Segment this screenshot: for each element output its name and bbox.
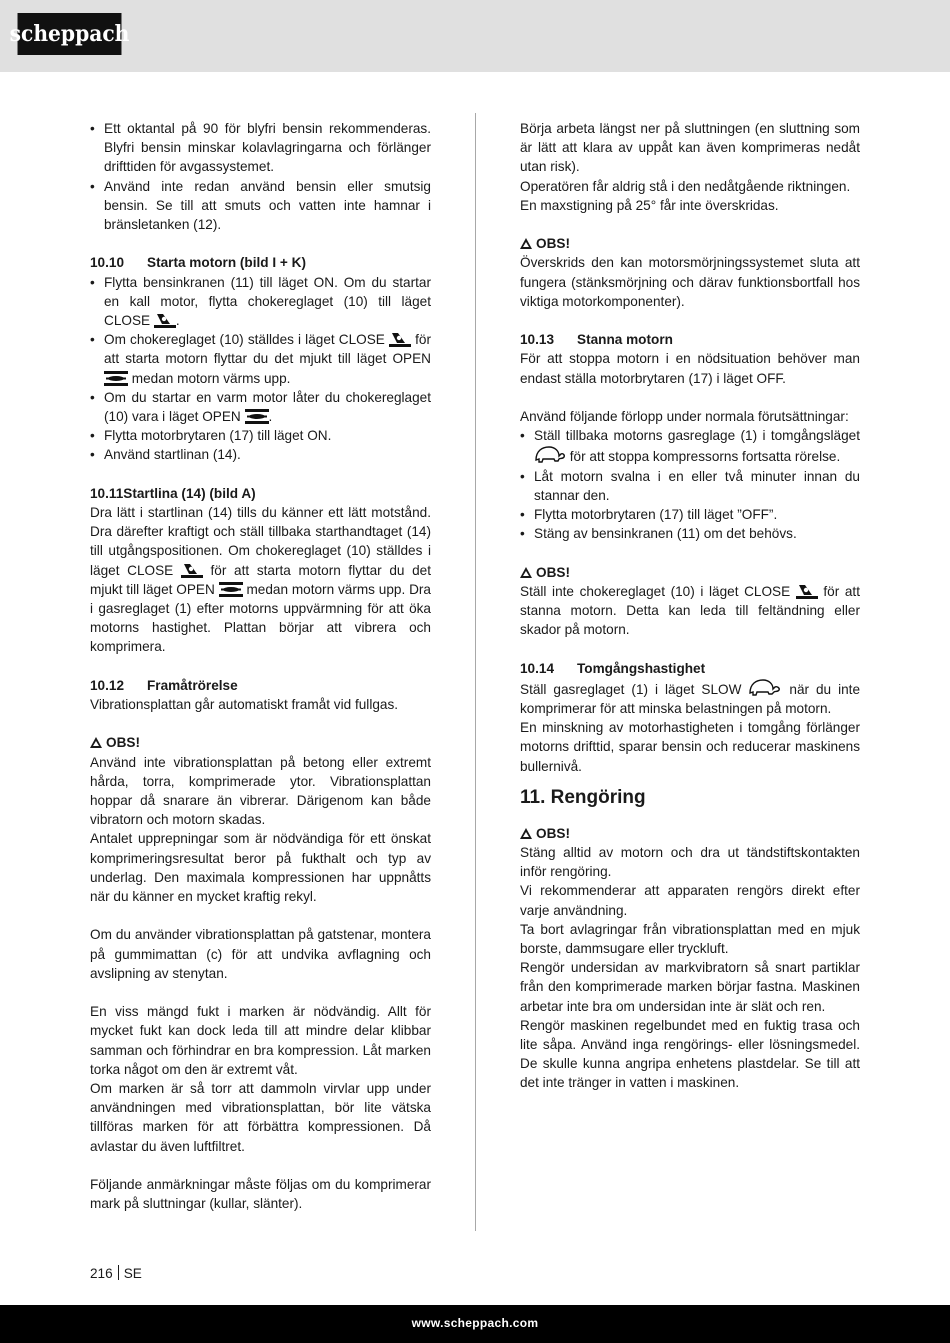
list-item: • Flytta bensinkranen (11) till läget ON. Om du startar en kall motor, flytta chokereglaget (10) till läget CLOSE . bbox=[90, 273, 431, 331]
paragraph: Vi rekommenderar att apparaten rengörs direkt efter varje användning. bbox=[520, 883, 860, 918]
paragraph: Ställ gasreglaget (1) i läget SLOW när du inte komprimerar för att minska belastningen på motorn. bbox=[520, 678, 860, 718]
paragraph: Använd inte vibrationsplattan på betong eller extremt hårda, torra, komprimerade ytor. Vibrationsplattan hoppar då snarare än vibrerar. Därigenom kan både vibratorn och motorn skadas. bbox=[90, 754, 431, 828]
paragraph: Rengör maskinen regelbundet med en fuktig trasa och lite såpa. Använd inga rengörings- eller lösningsmedel. De skulle kunna angripa enhetens plastdelar. Se till att det inte tränger in vatten i maskinen. bbox=[520, 1017, 860, 1091]
page-number: 216 SE bbox=[90, 1266, 142, 1281]
paragraph: Ställ inte chokereglaget (10) i läget CLOSE för att stanna motorn. Detta kan leda till feltändning eller skador på motorn. bbox=[520, 583, 860, 638]
choke-close-icon bbox=[181, 563, 203, 578]
choke-close-icon bbox=[154, 313, 176, 328]
list-item: • Om du startar en varm motor låter du chokereglaget (10) vara i läget OPEN . bbox=[90, 388, 431, 426]
section-heading-11: 11. Rengöring bbox=[520, 786, 646, 808]
section-heading-10-13: 10.13 Stanna motorn bbox=[520, 332, 673, 348]
turtle-slow-icon bbox=[748, 678, 782, 697]
paragraph: Dra lätt i startlinan (14) tills du känner ett lätt motstånd. Dra därefter kraftigt och ställ tillbaka starthandtaget (14) till utgångspositionen. Om chokereglaget (10) ställdes i läget CLOSE för att starta motorn flyttar du det mjukt till läget OPEN medan motorn värms upp. Dra i gasreglaget (1) efter motorns uppvärmning för att öka motorns hastighet. Plattan börjar att vibrera och komprimera. bbox=[90, 505, 431, 655]
paragraph: Följande anmärkningar måste följas om du komprimerar mark på sluttningar (kullar, slänter). bbox=[90, 1177, 431, 1212]
brand-logo: scheppach bbox=[18, 13, 122, 55]
paragraph: Använd följande förlopp under normala förutsättningar: bbox=[520, 409, 849, 424]
warning-heading: OBS! bbox=[520, 824, 860, 843]
turtle-slow-icon bbox=[534, 445, 566, 464]
list-item: • Ett oktantal på 90 för blyfri bensin rekommenderas. Blyfri bensin minskar kolavlagringarna och förlänger drifttiden för avgassystemet. bbox=[90, 119, 431, 177]
column-divider bbox=[475, 113, 476, 1231]
page-footer bbox=[0, 1305, 950, 1343]
warning-heading: OBS! bbox=[520, 234, 860, 253]
list-item: • Ställ tillbaka motorns gasreglage (1) i tomgångsläget för att stoppa kompressorns fortsatta rörelse. bbox=[520, 426, 860, 466]
paragraph: För att stoppa motorn i en nödsituation behöver man endast ställa motorbrytaren (17) i läget OFF. bbox=[520, 351, 860, 386]
paragraph: Om marken är så torr att dammoln virvlar upp under användningen med vibrationsplattan, bör lite vätska tillföras marken för att förbättra kompressionen. Då avlastar du även luftfiltret. bbox=[90, 1081, 431, 1154]
choke-close-icon bbox=[389, 332, 411, 347]
list-item: • Om chokereglaget (10) ställdes i läget CLOSE för att starta motorn flyttar du det mjukt till läget OPEN medan motorn värms upp. bbox=[90, 330, 431, 388]
list-item: • Använd startlinan (14). bbox=[90, 445, 431, 464]
warning-icon bbox=[520, 567, 532, 578]
paragraph: En maxstigning på 25° får inte överskridas. bbox=[520, 197, 779, 213]
paragraph: Operatören får aldrig stå i den nedåtgående riktningen. bbox=[520, 178, 851, 194]
paragraph: Stäng alltid av motorn och dra ut tändstiftskontakten inför rengöring. bbox=[520, 845, 860, 880]
choke-close-icon bbox=[796, 584, 818, 599]
choke-open-icon bbox=[219, 582, 243, 597]
paragraph: Om du använder vibrationsplattan på gatstenar, montera på gummimattan (c) för att undvika avflagning och avslipning av stenytan. bbox=[90, 927, 431, 981]
paragraph: Rengör undersidan av markvibratorn så snart partiklar från den komprimerade marken börjar fastna. Maskinen arbetar inte bra om undersidan inte är slät och ren. bbox=[520, 960, 860, 1014]
section-heading-10-14: 10.14 Tomgångshastighet bbox=[520, 660, 706, 676]
choke-open-icon bbox=[104, 371, 128, 386]
list-item: • Flytta motorbrytaren (17) till läget ON. bbox=[90, 426, 431, 445]
section-heading-10-10: 10.10 Starta motorn (bild I + K) bbox=[90, 255, 306, 271]
paragraph: Överskrids den kan motorsmörjningssystemet sluta att fungera (stänksmörjning och därav funktionsbortfall hos viktiga motorkomponenter). bbox=[520, 255, 860, 309]
list-item: • Stäng av bensinkranen (11) om det behövs. bbox=[520, 524, 860, 543]
paragraph: En viss mängd fukt i marken är nödvändig. Allt för mycket fukt kan dock leda till att mindre delar klibbar samman och förhindrar en bra kompression. Låt marken torka något om den är extremt våt. bbox=[90, 1004, 431, 1077]
website-url: www.scheppach.com bbox=[411, 1316, 539, 1330]
warning-heading: OBS! bbox=[520, 563, 860, 582]
page-header bbox=[0, 0, 950, 72]
left-column bbox=[90, 119, 431, 1213]
warning-icon bbox=[90, 737, 102, 748]
section-heading-10-11: 10.11Startlina (14) (bild A) bbox=[90, 485, 256, 501]
warning-icon bbox=[520, 828, 532, 839]
list-item: • Använd inte redan använd bensin eller smutsig bensin. Se till att smuts och vatten inte hamnar i bränsletanken (12). bbox=[90, 177, 431, 235]
paragraph: Vibrationsplattan går automatiskt framåt vid fullgas. bbox=[90, 697, 399, 713]
paragraph: Antalet upprepningar som är nödvändiga för ett önskat komprimeringsresultat beror på fukthalt och typ av underlag. Den maximala kompressionen har uppnåtts när du känner en mycket kraftig rekyl. bbox=[90, 831, 431, 905]
list-item: • Låt motorn svalna i en eller två minuter innan du stannar den. bbox=[520, 467, 860, 505]
list-item: • Flytta motorbrytaren (17) till läget ”OFF”. bbox=[520, 505, 860, 524]
choke-open-icon bbox=[245, 409, 269, 424]
right-column bbox=[520, 119, 860, 1093]
paragraph: Ta bort avlagringar från vibrationsplattan med en mjuk borste, dammsugare eller tryckluft. bbox=[520, 921, 860, 957]
paragraph: En minskning av motorhastigheten i tomgång förlänger motorns drifttid, sparar bensin och reducerar maskinens bullernivå. bbox=[520, 720, 860, 774]
warning-heading: OBS! bbox=[90, 733, 431, 752]
paragraph: Börja arbeta längst ner på sluttningen (en sluttning som är lätt att klara av uppåt kan även komprimeras nedåt utan risk). bbox=[520, 121, 860, 175]
warning-icon bbox=[520, 238, 532, 249]
section-heading-10-12: 10.12 Framåtrörelse bbox=[90, 677, 238, 693]
